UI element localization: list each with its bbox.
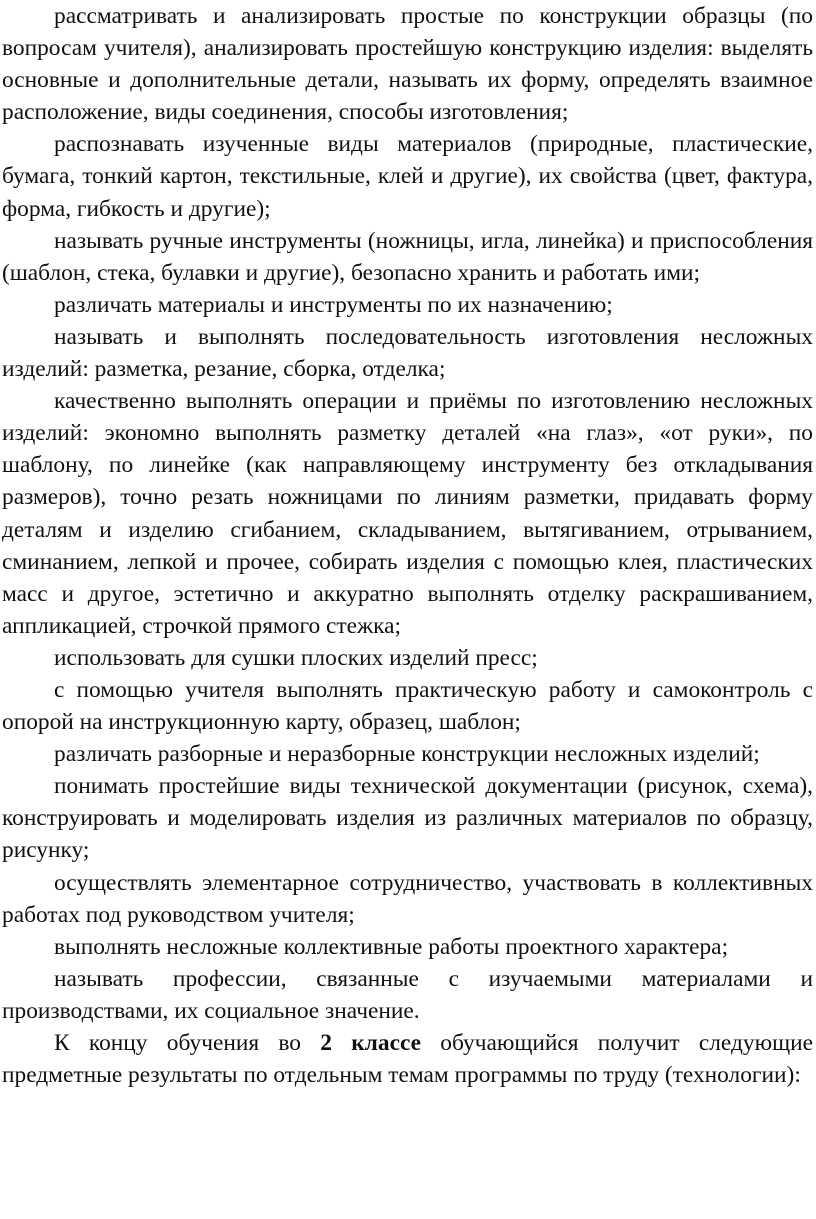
list-item: качественно выполнять операции и приёмы по изготовлению несложных изделий: экономно выполнять разметку деталей «на глаз», «от руки», по шаблону, по линейке (как направляющему инструменту без откладывания размеров), точно резать ножницами по линиям разметки, придавать форму деталям и изделию сгибанием, складыванием, вытягиванием, отрыванием, сминанием, лепкой и прочее, собирать изделия с помощью клея, пластических масс и другое, эстетично и аккуратно выполнять отделку раскрашиванием, аппликацией, строчкой прямого стежка; bbox=[2, 388, 813, 639]
list-item: называть ручные инструменты (ножницы, игла, линейка) и приспособления (шаблон, стека, булавки и другие), безопасно хранить и работать ими; bbox=[2, 227, 813, 286]
grade-emphasis: 2 классе bbox=[320, 1030, 422, 1056]
list-item: называть профессии, связанные с изучаемыми материалами и производствами, их социальное значение. bbox=[2, 965, 813, 1024]
list-item: понимать простейшие виды технической документации (рисунок, схема), конструировать и моделировать изделия из различных материалов по образцу, рисунку; bbox=[2, 773, 813, 864]
list-item: называть и выполнять последовательность изготовления несложных изделий: разметка, резание, сборка, отделка; bbox=[2, 323, 813, 383]
list-item: с помощью учителя выполнять практическую работу и самоконтроль с опорой на инструкционную карту, образец, шаблон; bbox=[2, 676, 813, 736]
list-item: распознавать изученные виды материалов (природные, пластические, бумага, тонкий картон, текстильные, клей и другие), их свойства (цвет, фактура, форма, гибкость и другие); bbox=[2, 131, 813, 222]
list-item: использовать для сушки плоских изделий пресс; bbox=[54, 644, 538, 671]
list-item: осуществлять элементарное сотрудничество, участвовать в коллективных работах под руководством учителя; bbox=[2, 869, 813, 928]
closing-text-start: К концу обучения во bbox=[54, 1030, 321, 1056]
closing-paragraph bbox=[2, 1027, 813, 1091]
list-item: различать материалы и инструменты по их назначению; bbox=[54, 291, 613, 318]
list-item: различать разборные и неразборные конструкции несложных изделий; bbox=[54, 741, 760, 768]
list-item: выполнять несложные коллективные работы проектного характера; bbox=[54, 933, 729, 960]
closing-text-end: обучающийся получит следующие предметные результаты по отдельным темам программы по труду (технологии): bbox=[2, 1030, 813, 1089]
list-item: рассматривать и анализировать простые по конструкции образцы (по вопросам учителя), анализировать простейшую конструкцию изделия: выделять основные и дополнительные детали, называть их форму, определять взаимное расположение, виды соединения, способы изготовления; bbox=[2, 3, 813, 126]
